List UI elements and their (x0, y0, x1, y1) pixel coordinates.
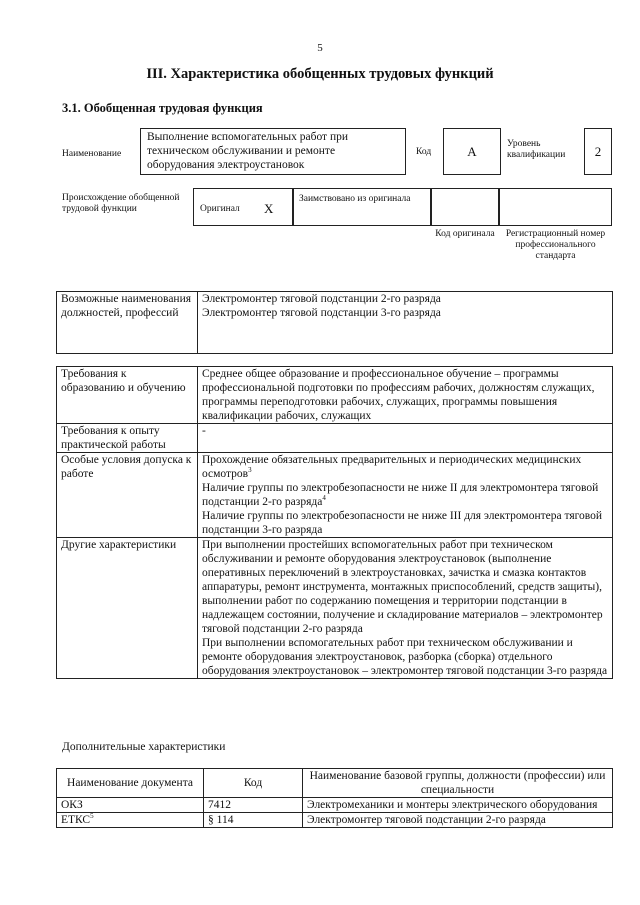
education-label: Требования к образованию и обучению (57, 367, 198, 424)
reg-number-label: Регистрационный номер профессионального стандарта (505, 229, 606, 261)
col-header-code: Код (204, 769, 303, 798)
footnote-ref: 4 (322, 494, 326, 503)
condition-item: Наличие группы по электробезопасности не ниже II для электромонтера тяговой подстанции 2-го разряда$^4$ (202, 482, 599, 508)
experience-label: Требования к опыту практической работы (57, 424, 198, 453)
additional-heading: Дополнительные характеристики (62, 741, 226, 753)
other-characteristics-value (198, 538, 613, 679)
positions-table (56, 291, 613, 354)
name-label: Наименование (62, 149, 122, 159)
level-value: 2 (584, 128, 612, 175)
position-item: Электромонтер тяговой подстанции 3-го разряда (202, 307, 441, 319)
borrowed-label: Заимствовано из оригинала (299, 194, 411, 204)
row-document: ЕТКС$^5$ (57, 813, 204, 828)
code-original-label: Код оригинала (435, 229, 495, 239)
section-title: III. Характеристика обобщенных трудовых функций (146, 66, 494, 82)
characteristic-item: При выполнении вспомогательных работ при техническом обслуживании и ремонте оборудования электроустановок, разборка (сборка) отдельного оборудования электроустановок – электромонтер тяговой подстанции 3-го разряда (202, 637, 608, 677)
col-header-document: Наименование документа (57, 769, 204, 798)
footnote-ref: 3 (248, 466, 252, 475)
original-mark: X (264, 201, 274, 216)
row-name: Электромеханики и монтеры электрического оборудования (303, 798, 613, 813)
condition-item: Прохождение обязательных предварительных и периодических медицинских осмотров$^3$ (202, 454, 582, 480)
origin-label: Происхождение обобщенной трудовой функции (62, 193, 180, 214)
origin-borrowed-box (293, 188, 431, 226)
row-name: Электромонтер тяговой подстанции 2-го разряда (303, 813, 613, 828)
original-label: Оригинал (200, 204, 240, 214)
row-code: § 114 (204, 813, 303, 828)
table-row (57, 813, 613, 828)
condition-item: Наличие группы по электробезопасности не ниже III для электромонтера тяговой подстанции 3-го разряда (202, 510, 603, 536)
code-value: А (443, 128, 501, 175)
education-value: Среднее общее образование и профессиональное обучение – программы профессиональной подготовки по профессиям рабочих, должностям служащих, программы переподготовки рабочих, служащих, программы повышения квалификации рабочих, служащих (198, 367, 613, 424)
reg-number-box (499, 188, 612, 226)
additional-table (56, 768, 613, 828)
name-box (140, 128, 406, 175)
special-conditions-value (198, 453, 613, 538)
code-label: Код (416, 147, 432, 157)
origin-original-box (193, 188, 293, 226)
requirements-table (56, 366, 613, 679)
footnote-ref: 5 (90, 812, 94, 821)
positions-label: Возможные наименования должностей, профессий (57, 292, 198, 354)
special-conditions-label: Особые условия допуска к работе (57, 453, 198, 538)
experience-value: - (198, 424, 613, 453)
positions-values (198, 292, 613, 354)
page-number: 5 (317, 42, 323, 54)
other-characteristics-label: Другие характеристики (57, 538, 198, 679)
subsection-title: 3.1. Обобщенная трудовая функция (62, 101, 263, 115)
position-item: Электромонтер тяговой подстанции 2-го разряда (202, 293, 441, 305)
col-header-name: Наименование базовой группы, должности (профессии) или специальности (303, 769, 613, 798)
characteristic-item: При выполнении простейших вспомогательных работ при техническом обслуживании и ремонте оборудования электроустановок (выполнение оперативных переключений в электроустановках, зачистка и смазка контактов аппаратуры, ремонт инструмента, монтажных приспособлений, средств защиты), выполнении работ по содержанию помещения и территории подстанции в надлежащем состоянии, получение и складирование материалов – электромонтер тяговой подстанции 2-го разряда (202, 539, 603, 635)
name-value: Выполнение вспомогательных работ при техническом обслуживании и ремонте оборудования электроустановок (147, 131, 349, 171)
table-row (57, 798, 613, 813)
level-label: Уровень квалификации (507, 139, 566, 160)
code-original-box (431, 188, 499, 226)
row-document: ОКЗ (57, 798, 204, 813)
row-code: 7412 (204, 798, 303, 813)
